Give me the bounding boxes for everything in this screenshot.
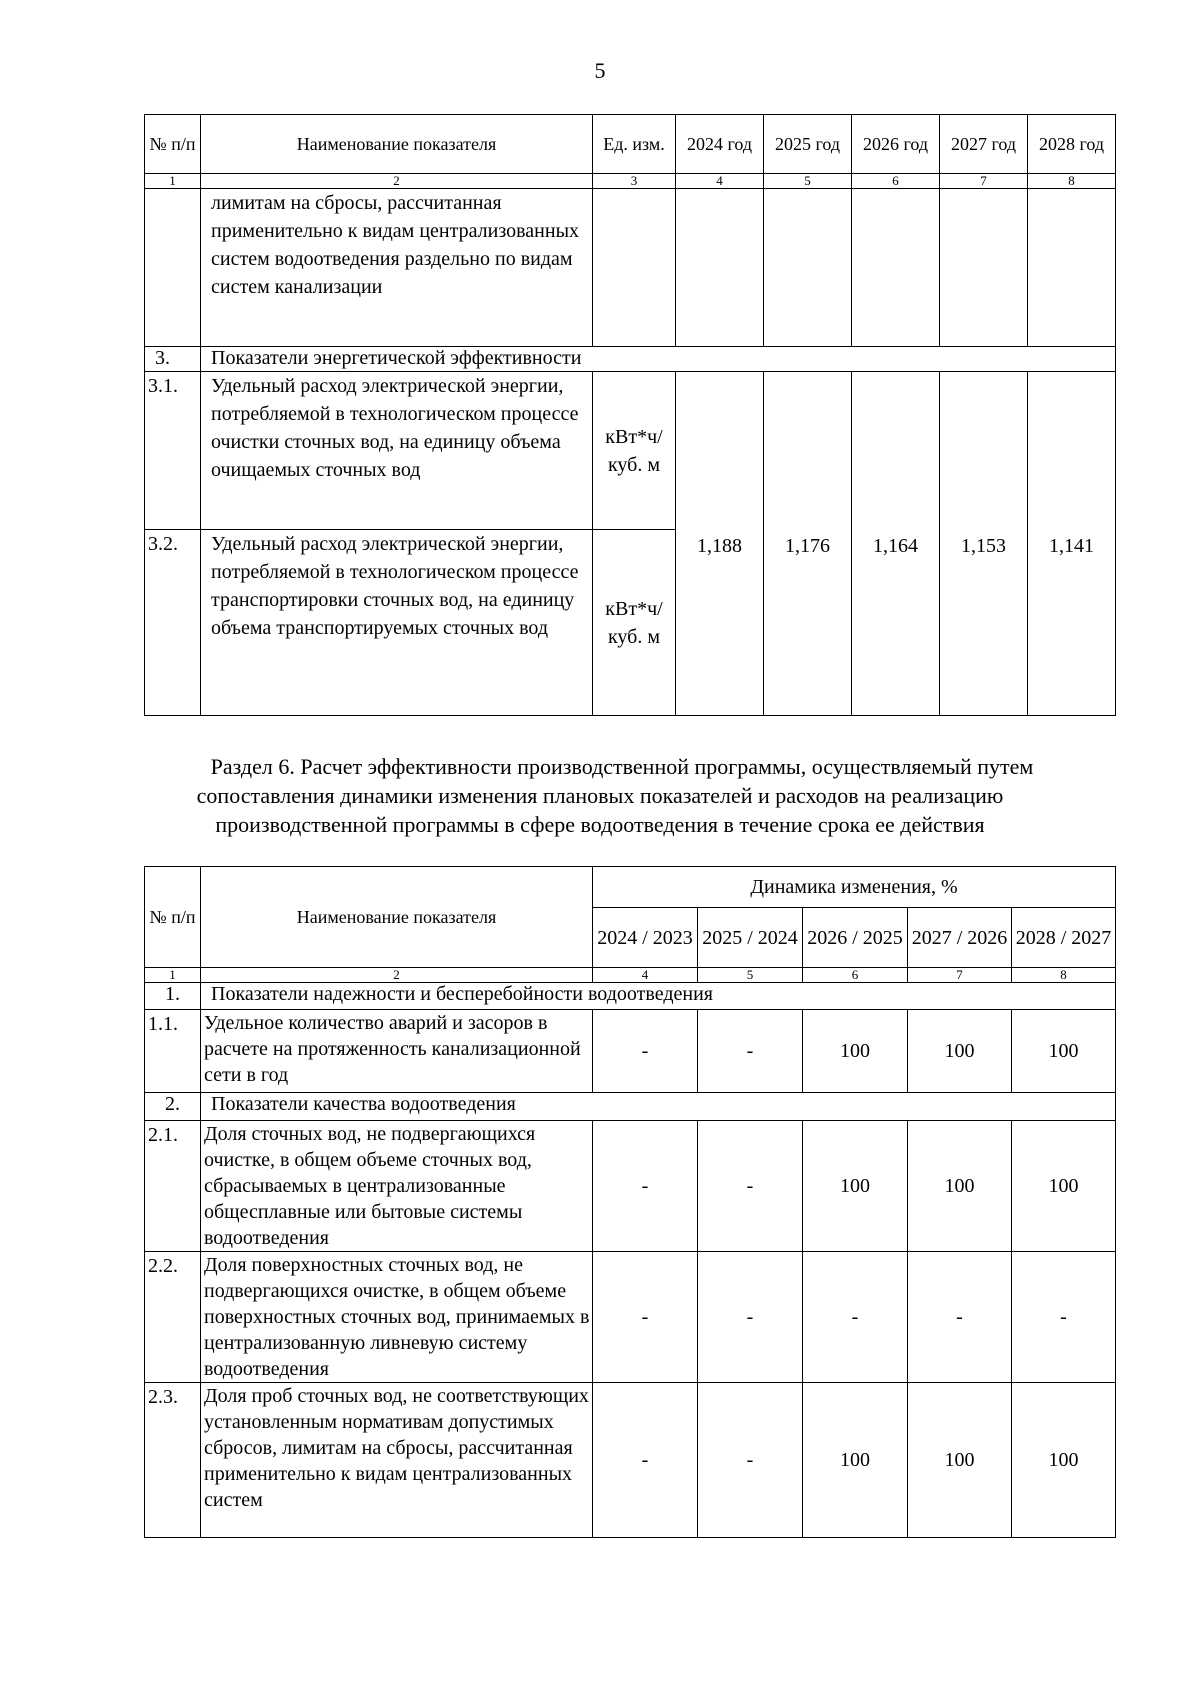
continuation-text: лимитам на сбросы, рассчитанная применительно к видам централизованных систем водоотведения раздельно по видам систем канализации bbox=[201, 189, 593, 347]
column-number: 3 bbox=[593, 174, 676, 189]
row-name: Доля поверхностных сточных вод, не подвергающихся очистке, в общем объеме поверхностных сточных вод, принимаемых в централизованную ливневую систему водоотведения bbox=[201, 1252, 593, 1383]
value-cell: - bbox=[698, 1010, 803, 1093]
page-number: 5 bbox=[594, 58, 606, 83]
row-name: Доля сточных вод, не подвергающихся очистке, в общем объеме сточных вод, сбрасываемых в централизованные общесплавные или бытовые системы водоотведения bbox=[201, 1121, 593, 1252]
row-name: Удельный расход электрической энергии, потребляемой в технологическом процессе очистки сточных вод, на единицу объема очищаемых сточных вод bbox=[201, 372, 593, 530]
dynamics-table bbox=[144, 866, 1116, 1538]
table2-header-row bbox=[145, 867, 1116, 908]
value-cell: - bbox=[593, 1383, 698, 1538]
value-cell: - bbox=[803, 1252, 908, 1383]
header-year: 2028 год bbox=[1028, 115, 1116, 174]
value-cell: 100 bbox=[803, 1121, 908, 1252]
column-number: 6 bbox=[852, 174, 940, 189]
section-number: 1. bbox=[145, 983, 201, 1010]
continuation-row bbox=[145, 189, 1116, 347]
value-cell: 100 bbox=[908, 1121, 1012, 1252]
section-row bbox=[145, 983, 1116, 1010]
value-cell: - bbox=[1012, 1252, 1116, 1383]
value-cell: - bbox=[593, 1010, 698, 1093]
header-name: Наименование показателя bbox=[201, 867, 593, 968]
column-number: 2 bbox=[201, 174, 593, 189]
column-number: 7 bbox=[940, 174, 1028, 189]
row-name: Удельное количество аварий и засоров в расчете на протяженность канализационной сети в год bbox=[201, 1010, 593, 1093]
section-title: Показатели энергетической эффективности bbox=[201, 347, 1116, 372]
title-line: Раздел 6. Расчет эффективности производственной программы, осуществляемый путем bbox=[210, 754, 1034, 779]
empty-cell bbox=[593, 189, 676, 347]
column-number: 7 bbox=[908, 968, 1012, 983]
empty-cell bbox=[676, 189, 764, 347]
empty-cell bbox=[852, 189, 940, 347]
section6-title bbox=[0, 752, 1200, 839]
row-number: 2.1. bbox=[145, 1121, 201, 1252]
row-number: 2.3. bbox=[145, 1383, 201, 1538]
column-number: 8 bbox=[1012, 968, 1116, 983]
column-number: 1 bbox=[145, 174, 201, 189]
section-title: Показатели надежности и бесперебойности водоотведения bbox=[201, 983, 1116, 1010]
column-numbers-row bbox=[145, 174, 1116, 189]
value-cell: - bbox=[593, 1252, 698, 1383]
header-unit: Ед. изм. bbox=[593, 115, 676, 174]
value-cell: 1,176 bbox=[764, 372, 852, 716]
header-period: 2027 / 2026 bbox=[908, 908, 1012, 968]
row-number: 3.1. bbox=[145, 372, 201, 530]
column-number: 8 bbox=[1028, 174, 1116, 189]
value-cell: 100 bbox=[1012, 1121, 1116, 1252]
title-line: сопоставления динамики изменения плановых показателей и расходов на реализацию bbox=[196, 783, 1004, 808]
row-number: 1.1. bbox=[145, 1010, 201, 1093]
row-name: Доля проб сточных вод, не соответствующих установленным нормативам допустимых сбросов, лимитам на сбросы, рассчитанная применительно к видам централизованных систем bbox=[201, 1383, 593, 1538]
header-name: Наименование показателя bbox=[201, 115, 593, 174]
row-name: Удельный расход электрической энергии, потребляемой в технологическом процессе транспортировки сточных вод, на единицу объема транспортируемых сточных вод bbox=[201, 530, 593, 716]
header-year: 2024 год bbox=[676, 115, 764, 174]
table1-header-row bbox=[145, 115, 1116, 174]
column-number: 6 bbox=[803, 968, 908, 983]
column-number: 4 bbox=[676, 174, 764, 189]
header-no: № п/п bbox=[145, 867, 201, 968]
indicators-table bbox=[144, 114, 1116, 716]
table-row bbox=[145, 1252, 1116, 1383]
header-period: 2028 / 2027 bbox=[1012, 908, 1116, 968]
header-year: 2027 год bbox=[940, 115, 1028, 174]
table-row bbox=[145, 1010, 1116, 1093]
value-cell: 100 bbox=[908, 1383, 1012, 1538]
empty-cell bbox=[940, 189, 1028, 347]
row-number: 2.2. bbox=[145, 1252, 201, 1383]
header-dynamics: Динамика изменения, % bbox=[593, 867, 1116, 908]
column-number: 4 bbox=[593, 968, 698, 983]
section-row bbox=[145, 1093, 1116, 1121]
column-number: 1 bbox=[145, 968, 201, 983]
value-cell: 1,153 bbox=[940, 372, 1028, 716]
value-cell: - bbox=[698, 1252, 803, 1383]
value-cell: 100 bbox=[1012, 1383, 1116, 1538]
title-line: производственной программы в сфере водоотведения в течение срока ее действия bbox=[215, 812, 985, 837]
value-cell: 100 bbox=[803, 1010, 908, 1093]
value-cell: - bbox=[698, 1383, 803, 1538]
empty-cell bbox=[764, 189, 852, 347]
empty-cell bbox=[1028, 189, 1116, 347]
column-numbers-row bbox=[145, 968, 1116, 983]
section-row bbox=[145, 347, 1116, 372]
header-year: 2026 год bbox=[852, 115, 940, 174]
value-cell: - bbox=[698, 1121, 803, 1252]
section-title: Показатели качества водоотведения bbox=[201, 1093, 1116, 1121]
row-number: 3.2. bbox=[145, 530, 201, 716]
table-row bbox=[145, 1383, 1116, 1538]
column-number: 5 bbox=[764, 174, 852, 189]
header-period: 2025 / 2024 bbox=[698, 908, 803, 968]
value-cell: 1,188 bbox=[676, 372, 764, 716]
column-number: 2 bbox=[201, 968, 593, 983]
row-unit: кВт*ч/ куб. м bbox=[593, 530, 676, 716]
value-cell: - bbox=[908, 1252, 1012, 1383]
section-number: 3. bbox=[145, 347, 201, 372]
header-no: № п/п bbox=[145, 115, 201, 174]
table-row bbox=[145, 372, 1116, 530]
section-number: 2. bbox=[145, 1093, 201, 1121]
value-cell: 100 bbox=[908, 1010, 1012, 1093]
header-year: 2025 год bbox=[764, 115, 852, 174]
table-row bbox=[145, 1121, 1116, 1252]
empty-cell bbox=[145, 189, 201, 347]
value-cell: 100 bbox=[803, 1383, 908, 1538]
value-cell: - bbox=[593, 1121, 698, 1252]
header-period: 2024 / 2023 bbox=[593, 908, 698, 968]
value-cell: 100 bbox=[1012, 1010, 1116, 1093]
column-number: 5 bbox=[698, 968, 803, 983]
value-cell: 1,164 bbox=[852, 372, 940, 716]
row-unit: кВт*ч/ куб. м bbox=[593, 372, 676, 530]
header-period: 2026 / 2025 bbox=[803, 908, 908, 968]
value-cell: 1,141 bbox=[1028, 372, 1116, 716]
